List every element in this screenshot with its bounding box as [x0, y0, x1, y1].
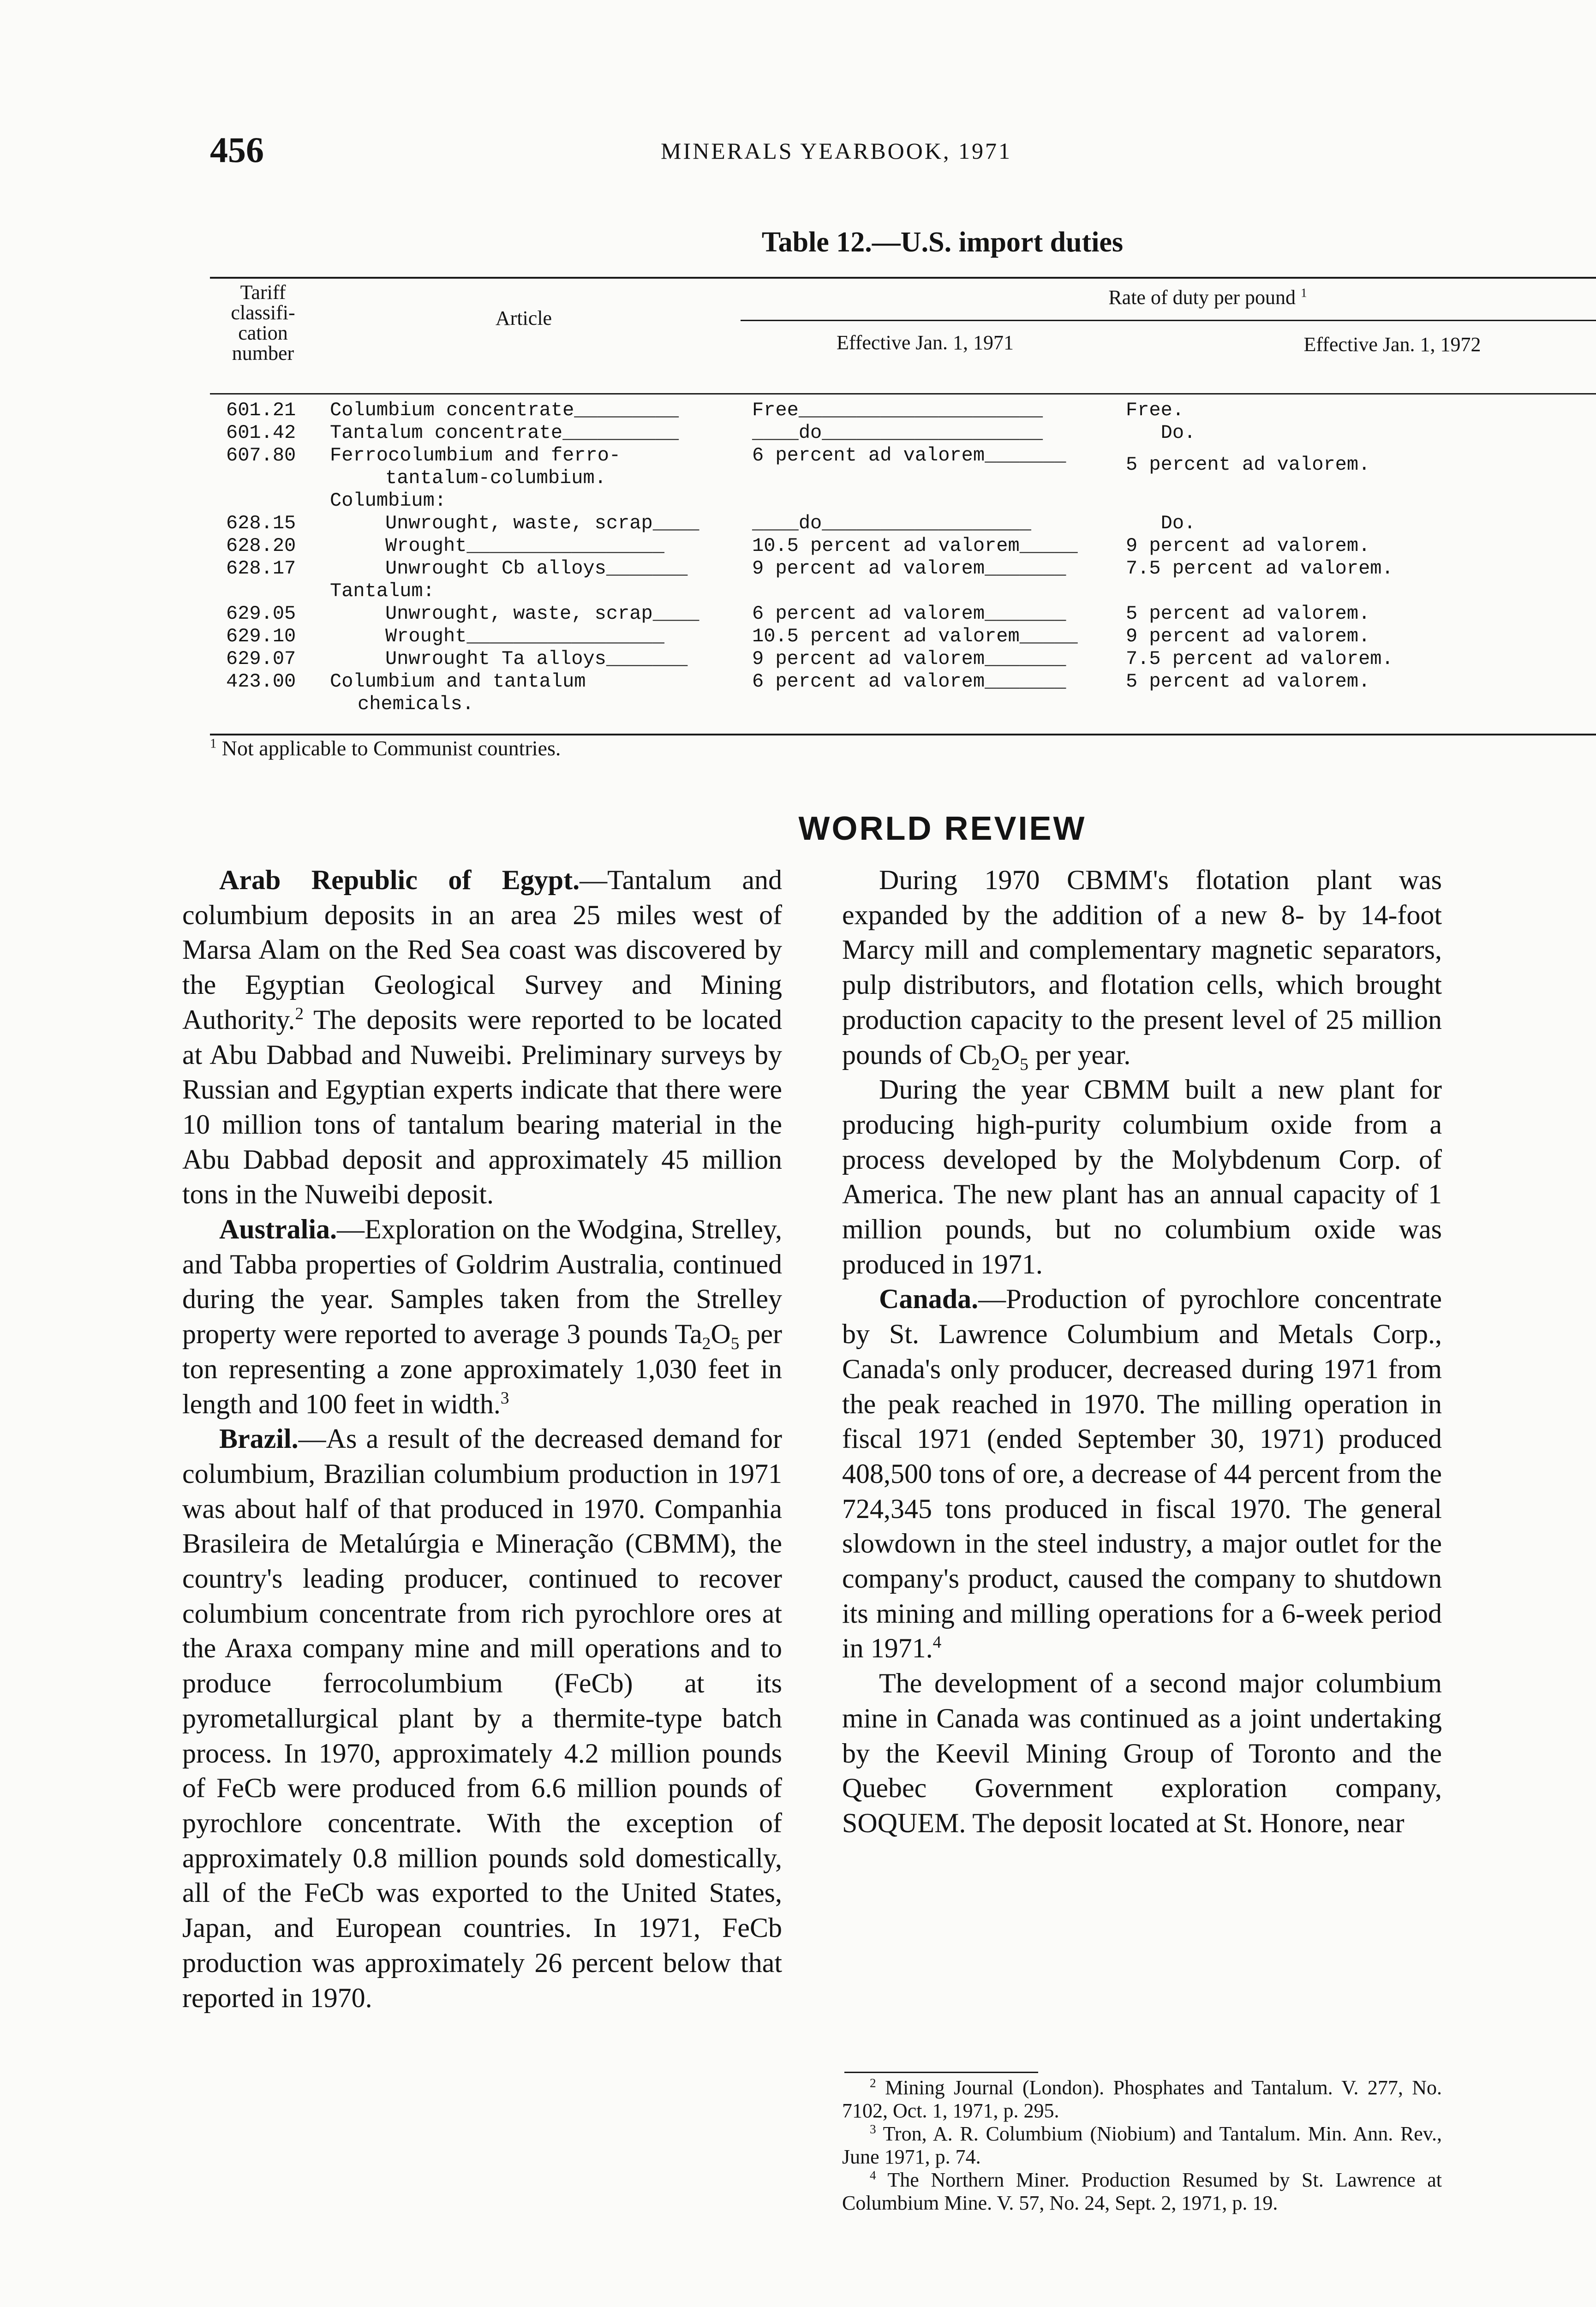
paragraph-egypt	[182, 863, 782, 1212]
rate-1972-cell: 9 percent ad valorem.	[1126, 535, 1370, 557]
header-tariff-line: cation	[238, 322, 288, 344]
rate-1971-cell: 9 percent ad valorem_______	[752, 557, 1066, 580]
running-head: MINERALS YEARBOOK, 1971	[661, 138, 1012, 164]
page-header	[210, 129, 1463, 180]
header-rate-footnote-mark: 1	[1301, 286, 1307, 300]
rate-1972-cell: Do.	[1126, 512, 1196, 534]
table-row	[210, 399, 1596, 422]
table-title: Table 12.—U.S. import duties	[761, 227, 1124, 258]
table-row	[210, 693, 1596, 716]
header-tariff-line: Tariff	[240, 281, 286, 304]
paragraph-text: The deposits were reported to be located at Abu Dabbad and Nuweibi. Preliminary surveys by Russian and Egyptian experts indicate that there were 10 million tons of tantalum bearing material in the Abu Dabbad deposit and approximately 45 million tons in the Nuweibi deposit.	[182, 1004, 782, 1210]
table-row	[210, 512, 1596, 535]
paragraph-text: —Production of pyrochlore concentrate by St. Lawrence Columbium and Metals Corp., Canada's only producer, decreased during 1971 from the peak reached in 1970. The milling operation in fiscal 1971 (ended September 30, 1971) produced 408,500 tons of ore, a decrease of 44 percent from the 724,345 tons produced in fiscal 1970. The general slowdown in the steel industry, a major outlet for the company's product, caused the company to shutdown its mining and milling operations for a 6-week period in 1971.	[842, 1284, 1442, 1664]
article-cell: Columbium and tantalum	[330, 670, 586, 693]
table-row	[210, 670, 1596, 693]
footnote-text: The Northern Miner. Production Resumed by St. Lawrence at Columbium Mine. V. 57, No. 24, Sept. 2, 1971, p. 19.	[842, 2169, 1442, 2214]
footnote-mark: 4	[870, 2168, 876, 2182]
rate-1972-cell: Do.	[1126, 422, 1196, 444]
tariff-number: 601.42	[226, 422, 296, 444]
section-title: WORLD REVIEW	[798, 810, 1087, 847]
table-row	[210, 467, 1596, 490]
rate-1972-cell: 5 percent ad valorem.	[1126, 603, 1370, 625]
paragraph-text: —As a result of the decreased demand for columbium, Brazilian columbium production in 1971 was about half of that produced in 1970. Companhia Brasileira de Metalúrgia e Mineração (CBMM), the country's leading producer, continued to recover columbium concentrate from rich pyrochlore ores at the Araxa company mine and mill operations and to produce ferrocolumbium (FeCb) at its pyrometallurgical plant by a thermite-type batch process. In 1970, approximately 4.2 million pounds of FeCb were produced from 6.6 million pounds of pyrochlore concentrate. With the exception of approximately 0.8 million pounds sold domestically, all of the FeCb was exported to the United States, Japan, and European countries. In 1971, FeCb production was approximately 26 percent below that reported in 1970.	[182, 1423, 782, 2013]
paragraph-australia	[182, 1212, 782, 1422]
paragraph-text: per ton representing a zone approximately 1,030 feet in length and 100 feet in width.	[182, 1319, 782, 1419]
run-in-heading: Canada.	[879, 1284, 979, 1315]
article-group-label: Columbium:	[330, 490, 447, 512]
paragraph-text: O	[999, 1039, 1020, 1070]
footnote-ref: 4	[932, 1633, 942, 1652]
subscript: 2	[702, 1334, 711, 1354]
left-column	[182, 863, 782, 2015]
article-cell: tantalum-columbium.	[385, 467, 606, 489]
header-rate	[741, 286, 1596, 309]
footnote-ref: 2	[295, 1004, 304, 1023]
table-footnote-text: Not applicable to Communist countries.	[221, 736, 561, 760]
footnote-mark: 3	[870, 2122, 876, 2136]
tariff-number: 607.80	[226, 444, 296, 466]
footnote-text: Mining Journal (London). Phosphates and Tantalum. V. 277, No. 7102, Oct. 1, 1971, p. 295.	[842, 2076, 1442, 2122]
right-column	[842, 863, 1442, 1841]
tariff-number: 629.05	[226, 603, 296, 625]
tariff-number: 628.15	[226, 512, 296, 534]
paragraph-text: per year.	[1028, 1039, 1131, 1070]
tariff-number: 628.20	[226, 535, 296, 557]
article-cell: Unwrought, waste, scrap____	[385, 512, 699, 534]
header-bottom-rule	[210, 393, 1596, 394]
header-rate-label: Rate of duty per pound	[1108, 286, 1296, 309]
rate-1971-cell: 10.5 percent ad valorem_____	[752, 535, 1078, 557]
footnote-ref: 3	[500, 1388, 509, 1408]
article-cell: Wrought_________________	[385, 625, 664, 647]
table-row	[210, 625, 1596, 648]
run-in-heading: Australia.	[219, 1214, 337, 1245]
table-row	[210, 490, 1596, 512]
rate-1971-cell: 6 percent ad valorem_______	[752, 603, 1066, 625]
table-top-rule	[210, 277, 1596, 279]
article-cell: Unwrought Cb alloys_______	[385, 557, 688, 580]
run-in-heading: Arab Republic of Egypt.	[219, 865, 580, 895]
rate-1971-cell: 9 percent ad valorem_______	[752, 648, 1066, 670]
paragraph-text: —Tantalum and columbium deposits in an area 25 miles west of Marsa Alam on the Red Sea coast was discovered by the Egyptian Geological Survey and Mining Authority.	[182, 865, 782, 1035]
header-1972: Effective Jan. 1, 1972	[1303, 333, 1481, 356]
rate-1972-cell: 9 percent ad valorem.	[1126, 625, 1370, 647]
rate-1971-cell: ____do___________________	[752, 422, 1043, 444]
article-group-label: Tantalum:	[330, 580, 435, 602]
article-cell: chemicals.	[358, 693, 474, 715]
paragraph-cbmm-flotation	[842, 863, 1442, 1072]
rate-1972-cell: 5 percent ad valorem.	[1126, 670, 1370, 693]
table-footnote-mark: 1	[210, 736, 217, 751]
footnote-text: Tron, A. R. Columbium (Niobium) and Tantalum. Min. Ann. Rev., June 1971, p. 74.	[842, 2122, 1442, 2168]
table-row	[210, 557, 1596, 580]
footnote-mark: 2	[870, 2076, 876, 2090]
rate-1971-cell: 10.5 percent ad valorem_____	[752, 625, 1078, 647]
rate-1971-cell: Free_____________________	[752, 399, 1043, 421]
table-footnote	[210, 736, 561, 760]
table-row	[210, 535, 1596, 557]
tariff-number: 423.00	[226, 670, 296, 693]
header-1971: Effective Jan. 1, 1971	[836, 331, 1014, 354]
footnote	[842, 2122, 1442, 2169]
table-row	[210, 648, 1596, 670]
rate-1972-cell: 7.5 percent ad valorem.	[1126, 648, 1393, 670]
run-in-heading: Brazil.	[219, 1423, 299, 1454]
table-row	[210, 422, 1596, 444]
rate-1972-cell: 7.5 percent ad valorem.	[1126, 557, 1393, 580]
rate-1971-cell: 6 percent ad valorem_______	[752, 444, 1066, 466]
subscript: 5	[730, 1334, 740, 1354]
rate-1971-cell: ____do__________________	[752, 512, 1031, 534]
table-bottom-rule	[210, 734, 1596, 735]
article-cell: Columbium concentrate_________	[330, 399, 679, 421]
paragraph-canada-development: The development of a second major columbium mine in Canada was continued as a joint undertaking by the Keevil Mining Group of Toronto and the Quebec Government exploration company, SOQUEM. The deposit located at St. Honore, near	[842, 1668, 1442, 1838]
paragraph-cbmm-plant: During the year CBMM built a new plant for producing high-purity columbium oxide from a process developed by the Molybdenum Corp. of America. The new plant has an annual capacity of 1 million pounds, but no columbium oxide was produced in 1971.	[842, 1074, 1442, 1279]
footnote	[842, 2076, 1442, 2122]
paragraph-text: O	[711, 1319, 731, 1350]
subscript: 2	[991, 1055, 1000, 1074]
footnote-rule	[844, 2072, 1038, 2073]
tariff-number: 629.10	[226, 625, 296, 647]
table-row	[210, 580, 1596, 603]
tariff-number: 629.07	[226, 648, 296, 670]
header-tariff-line: classifi-	[231, 301, 295, 324]
rate-1972-cell: Free.	[1126, 399, 1184, 421]
tariff-number: 601.21	[226, 399, 296, 421]
page-number: 456	[210, 130, 264, 170]
table-row	[210, 444, 1596, 476]
article-cell: Ferrocolumbium and ferro-	[330, 444, 621, 466]
article-cell: Tantalum concentrate__________	[330, 422, 679, 444]
paragraph-text: —Exploration on the Wodgina, Strelley, and Tabba properties of Goldrim Australia, continued during the year. Samples taken from the Strelley property were reported to average 3 pounds Ta	[182, 1214, 782, 1350]
paragraph-brazil	[182, 1422, 782, 2015]
header-article: Article	[495, 307, 552, 329]
paragraph-canada	[842, 1282, 1442, 1666]
article-cell: Unwrought Ta alloys_______	[385, 648, 688, 670]
header-tariff-line: number	[232, 342, 294, 365]
rate-1971-cell: 6 percent ad valorem_______	[752, 670, 1066, 693]
paragraph-text: During 1970 CBMM's flotation plant was expanded by the addition of a new 8- by 14-foot Marcy mill and complementary magnetic separators, pulp distributors, and flotation cells, which brought production capacity to the present level of 25 million pounds of Cb	[842, 865, 1442, 1070]
article-cell: Unwrought, waste, scrap____	[385, 603, 699, 625]
header-tariff	[210, 282, 316, 364]
tariff-number: 628.17	[226, 557, 296, 580]
article-cell: Wrought_________________	[385, 535, 664, 557]
table-row	[210, 603, 1596, 625]
subscript: 5	[1020, 1055, 1028, 1074]
footnotes	[842, 2076, 1442, 2215]
rate-1972-cell: 5 percent ad valorem.	[1126, 454, 1370, 476]
footnote	[842, 2169, 1442, 2215]
header-sub-rule	[741, 320, 1596, 321]
table-body	[210, 399, 1596, 716]
